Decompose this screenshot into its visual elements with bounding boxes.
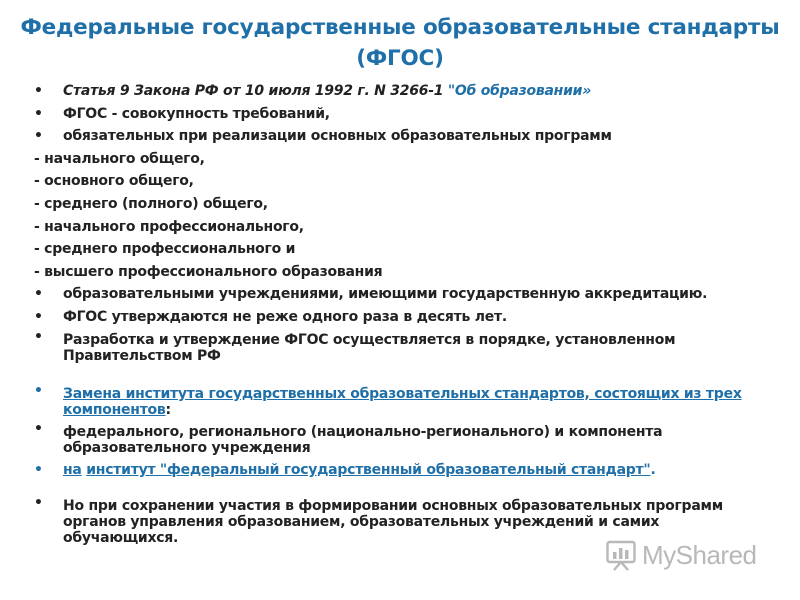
dash-item-primary-professional: - начального профессионального, [34, 218, 304, 235]
list-item-mandatory [34, 125, 774, 148]
slide-title [20, 12, 780, 74]
list-item-approval [34, 306, 774, 329]
dash-item-secondary: - среднего (полного) общего, [34, 195, 268, 212]
list-item-institute [34, 459, 774, 482]
development-text: Разработка и утверждение ФГОС осуществляется в порядке, установленном Правительством РФ [63, 331, 676, 364]
list-item-development [34, 329, 774, 367]
institute-period: . [650, 461, 656, 478]
na-link[interactable]: на [63, 461, 82, 478]
list-item-components [34, 421, 774, 459]
spacer [34, 481, 774, 495]
list-item-fgos-definition [34, 103, 774, 126]
dash-item-secondary-professional: - среднего профессионального и [34, 241, 296, 258]
institute-link[interactable]: институт "федеральный государственный образовательный стандарт" [86, 461, 651, 478]
bullet: • [34, 286, 43, 303]
title-line-2: (ФГОС) [356, 46, 444, 71]
slide-content [34, 80, 774, 549]
bullet: • [34, 328, 43, 345]
fgos-definition-text: ФГОС - совокупность требований, [63, 105, 330, 122]
dash-item-higher-professional: - высшего профессионального образования [34, 263, 383, 280]
list-item-institutions [34, 283, 774, 306]
chart-presentation-icon [606, 539, 636, 571]
title-line-1: Федеральные государственные образовательные стандарты [20, 15, 780, 40]
list-item-replacement [34, 383, 774, 421]
bullet: • [34, 420, 43, 437]
watermark-text: MyShared [642, 540, 757, 570]
dash-item-basic: - основного общего, [34, 173, 194, 190]
mandatory-text: обязательных при реализации основных образовательных программ [63, 128, 612, 145]
spacer [34, 367, 774, 383]
components-text: федерального, регионального (национально-регионального) и компонента образовательного учреждения [63, 423, 663, 456]
bullet: • [34, 461, 43, 478]
bullet: • [34, 105, 43, 122]
participation-text: Но при сохранении участия в формировании основных образовательных программ органов управления образованием, образовательных учреждений и самих обучающихся. [63, 498, 723, 547]
institutions-text: образовательными учреждениями, имеющими государственную аккредитацию. [63, 286, 708, 303]
dash-item-primary: - начального общего, [34, 150, 205, 167]
list-item-law [34, 80, 774, 103]
bullet: • [34, 382, 43, 399]
bullet: • [34, 308, 43, 325]
law-link[interactable]: "Об образовании» [447, 83, 592, 99]
replacement-link[interactable]: Замена института государственных образовательных стандартов, состоящих из трех компонентов [63, 385, 742, 418]
replacement-colon: : [165, 401, 171, 418]
approval-text: ФГОС утверждаются не реже одного раза в десять лет. [63, 308, 507, 325]
law-text: Статья 9 Закона РФ от 10 июля 1992 г. N 3266-1 [63, 83, 448, 99]
myshared-watermark [606, 536, 768, 574]
bullet: • [34, 128, 43, 145]
bullet: • [34, 83, 43, 99]
bullet: • [34, 495, 43, 512]
